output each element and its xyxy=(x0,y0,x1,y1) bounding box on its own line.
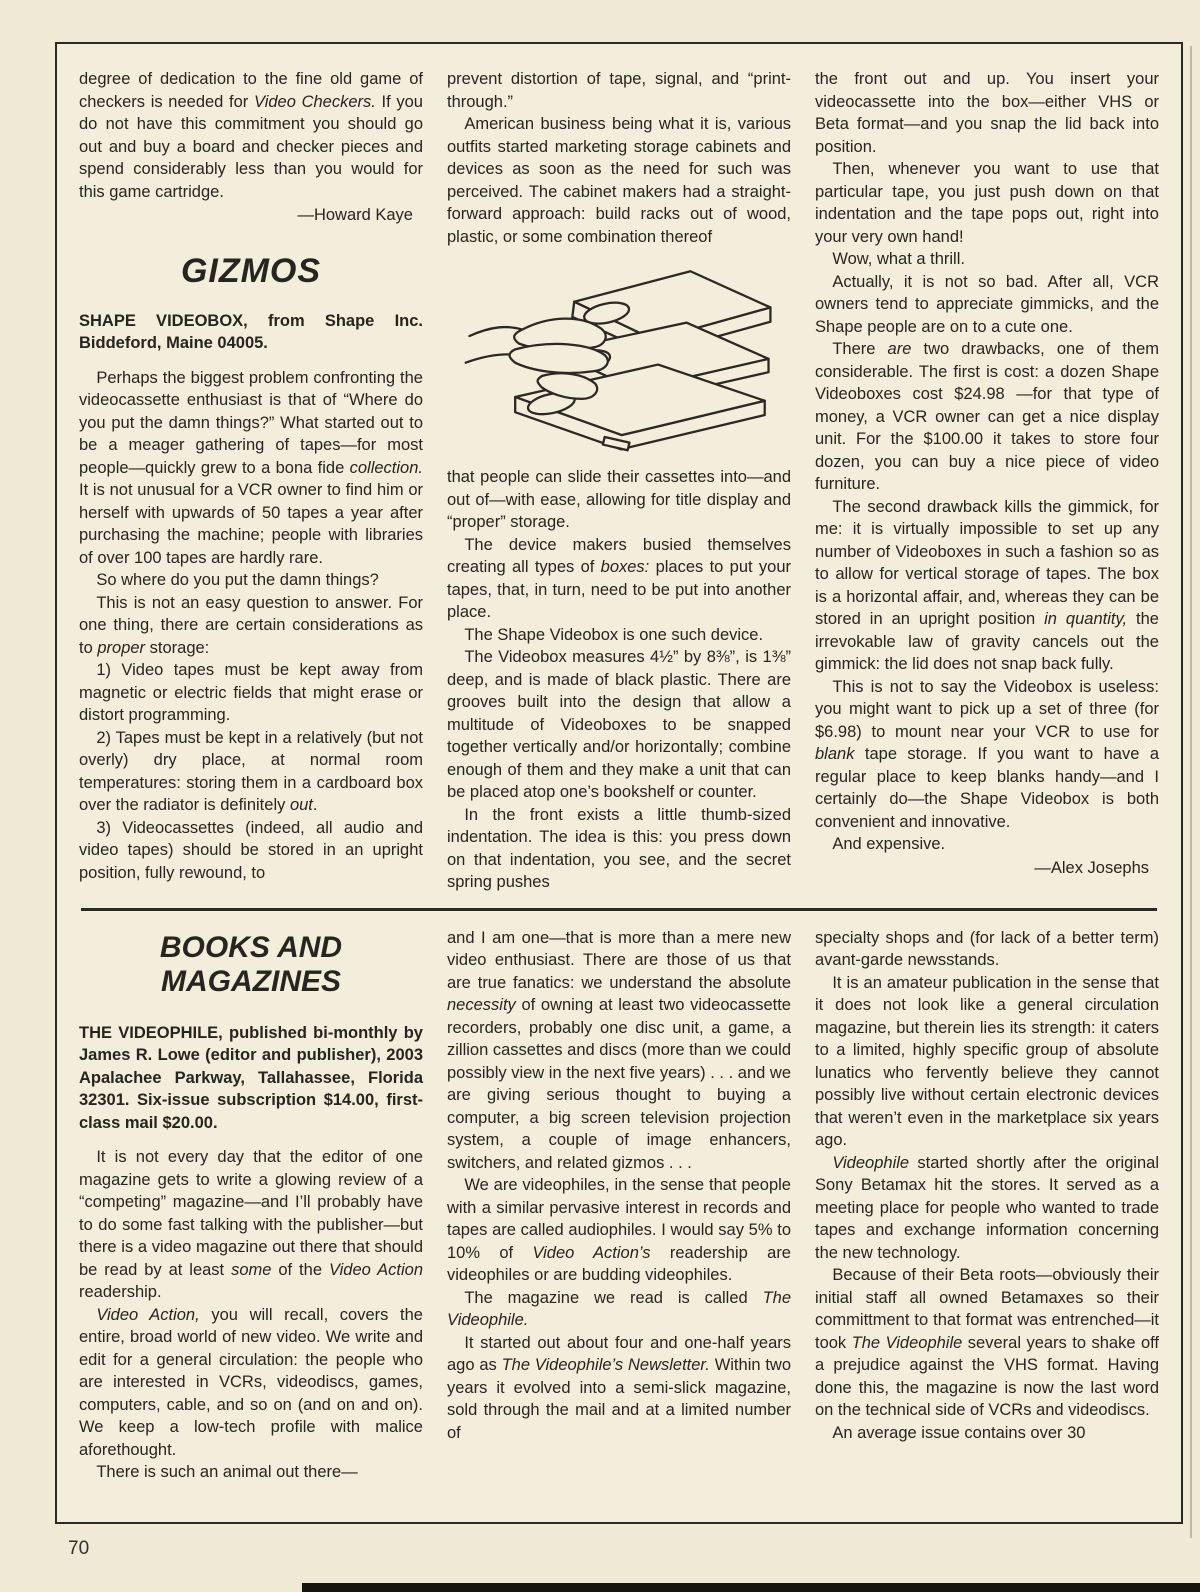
paragraph: The second drawback kills the gimmick, for me: it is virtually impossible to set up any number of Videoboxes in such a fashion so as to allow for vertical storage of tapes. The box is a horizontal affair, and, whereas they can be stored in an upright position in quantity, the irrevokable law of gravity cancels out the gimmick: the lid does not snap back fully. xyxy=(815,497,1159,673)
paragraph: This is not to say the Videobox is useless: you might want to pick up a set of three (for $6.98) to mount near your VCR to use for blank tape storage. If you want to have a regular place to keep blanks handy—and I certainly do—the Shape Videobox is both convenient and innovative. xyxy=(815,677,1159,831)
paragraph: Then, whenever you want to use that particular tape, you just push down on that indentation and the tape pops out, right into your very own hand! xyxy=(815,160,1159,246)
paragraph: It is an amateur publication in the sense that it does not look like a general circulation magazine, but therein lies its strength: it caters to a limited, highly specific group of absolute lunatics who fervently believe they cannot possibly live without certain electronic devices that weren’t even in the marketplace six years ago. xyxy=(815,973,1159,1149)
paragraph: The device makers busied themselves creating all types of boxes: places to put your tapes, that, in turn, need to be put into another place. xyxy=(447,535,792,621)
paragraph: Video Action, you will recall, covers the entire, broad world of new video. We write and edit for a general circulation: the people who are interested in VCRs, videodiscs, games, computers, cable, and so on (and on and on). We keep a low-tech profile with malice aforethought. xyxy=(79,1305,423,1459)
books-column-2 xyxy=(447,927,791,1484)
checkers-paragraph-end: degree of dedication to the fine old game of checkers is needed for Video Checkers. If you do not have this commitment you should go out and buy a board and checker pieces and spend considerably less than you would for this game cartridge. xyxy=(79,70,423,201)
gizmos-column-3 xyxy=(815,68,1159,894)
paragraph: An average issue contains over 30 xyxy=(832,1423,1086,1442)
byline-howard-kaye: —Howard Kaye xyxy=(297,206,413,224)
page-number: 70 xyxy=(68,1538,90,1559)
paragraph: Perhaps the biggest problem confronting the videocassette enthusiast is that of “Where do you put the damn things?” What started out to be a meager gathering of tapes—for most people—quickly grew to a bona fide collection. It is not unusual for a VCR owner to find him or herself with upwards of 50 tapes a year after purchasing the machine; people with libraries of over 100 tapes are hardly rare. xyxy=(79,368,423,567)
gizmos-column-1 xyxy=(79,68,423,894)
gizmos-heading: GIZMOS xyxy=(180,251,322,290)
paragraph: The magazine we read is called The Videophile. xyxy=(447,1288,791,1329)
section-divider xyxy=(81,908,1157,911)
gizmos-column-2-bottom xyxy=(447,466,791,894)
gizmos-section xyxy=(79,68,1159,894)
gizmos-column-2 xyxy=(447,68,791,894)
paragraph: So where do you put the damn things? xyxy=(96,571,379,590)
paper-edge-shadow xyxy=(1190,46,1192,1538)
paragraph: 3) Videocassettes (indeed, all audio and video tapes) should be stored in an upright position, fully rewound, to xyxy=(79,818,423,882)
paragraph: And expensive. xyxy=(832,835,946,853)
paragraph: There are two drawbacks, one of them considerable. The first is cost: a dozen Shape Videoboxes cost $24.98 —for that type of money, a VCR owner can get a nice display unit. For the $100.00 it takes to store four dozen, you can buy a nice piece of video furniture. xyxy=(815,340,1160,493)
paragraph: Videophile started shortly after the original Sony Betamax hit the stores. It served as a meeting place for people who wanted to trade tapes and exchange information concerning the new technology. xyxy=(815,1153,1159,1262)
books-magazines-heading: BOOKS AND MAGAZINES xyxy=(159,930,343,998)
paragraph: American business being what it is, various outfits started marketing storage cabinets and devices as soon as the need for such was perceived. The cabinet makers had a straight-forward approach: build racks out of wood, plastic, or some combination thereof xyxy=(447,115,791,246)
videophile-lede: THE VIDEOPHILE, published bi-monthly by James R. Lowe (editor and publisher), 2003 Apalachee Parkway, Tallahassee, Florida 32301. Six-issue subscription $14.00, first-class mail $20.00. xyxy=(79,1023,423,1132)
paragraph: There is such an animal out there— xyxy=(96,1463,358,1481)
paragraph: We are videophiles, in the sense that people with a similar pervasive interest in records and tapes are called audiophiles. I would say 5% to 10% of Video Action’s readership are videophiles or are budding videophiles. xyxy=(447,1176,791,1284)
paragraph: It is not every day that the editor of one magazine gets to write a glowing review of a “competing” magazine—and I’ll probably have to do some fast talking with the publisher—but there is a video magazine out there that should be read by at least some of the Video Action readership. xyxy=(79,1148,424,1301)
byline-alex-josephs: —Alex Josephs xyxy=(1034,858,1149,877)
paragraph: The Shape Videobox is one such device. xyxy=(464,625,764,644)
shape-videobox-lede: SHAPE VIDEOBOX, from Shape Inc. Biddeford, Maine 04005. xyxy=(79,311,423,353)
paragraph: It started out about four and one-half years ago as The Videophile’s Newsletter. Within two years it evolved into a semi-slick magazine, sold through the mail and at a limited number of xyxy=(447,1333,792,1442)
paragraph: In the front exists a little thumb-sized indentation. The idea is this: you press down on that indentation, you see, and the secret spring pushes xyxy=(447,805,791,891)
scan-edge-strip xyxy=(302,1583,1200,1592)
paragraph: Actually, it is not so bad. After all, VCR owners tend to appreciate gimmicks, and the Shape people are on to a cute one. xyxy=(815,272,1159,336)
paragraph: This is not an easy question to answer. For one thing, there are certain considerations as to proper storage: xyxy=(79,593,423,657)
paragraph: prevent distortion of tape, signal, and “print-through.” xyxy=(447,70,791,111)
paragraph: 1) Video tapes must be kept away from magnetic or electric fields that might erase or distort programming. xyxy=(79,661,423,725)
paragraph: that people can slide their cassettes into—and out of—with ease, allowing for title display and “proper” storage. xyxy=(447,468,791,531)
paragraph: The Videobox measures 4½” by 8⅜”, is 1⅜” deep, and is made of black plastic. There are grooves built into the design that allow a multitude of Videoboxes to be snapped together vertically and/or horizontally; combine enough of them and they make a unit that can be placed atop one’s bookshelf or counter. xyxy=(447,648,791,801)
page-border xyxy=(55,42,1183,1524)
books-column-3 xyxy=(815,927,1159,1484)
paragraph: 2) Tapes must be kept in a relatively (but not overly) dry place, at normal room temperatures: storing them in a cardboard box over the radiator is definitely out. xyxy=(79,728,423,815)
gizmos-column-2-top xyxy=(447,68,791,248)
paragraph: Wow, what a thrill. xyxy=(832,250,965,268)
paragraph: specialty shops and (for lack of a better term) avant-garde newsstands. xyxy=(815,928,1159,969)
paragraph: the front out and up. You insert your videocassette into the box—either VHS or Beta format—and you snap the lid back into position. xyxy=(815,70,1159,156)
paragraph: Because of their Beta roots—obviously their initial staff all owned Betamaxes so their committment to that format was entrenched—it took The Videophile several years to shake off a prejudice against the VHS format. Having done this, the magazine is now the last word on the technical side of VCRs and videodiscs. xyxy=(815,1266,1160,1419)
books-column-1 xyxy=(79,927,423,1484)
paragraph: and I am one—that is more than a mere new video enthusiast. There are those of us that are true fanatics: we understand the absolute necessity of owning at least two videocassette recorders, probably one disc unit, a game, a zillion cassettes and discs (more than we could possibly view in the next five years) . . . and we are giving serious thought to buying a computer, a big screen television projection system, a couple of image enhancers, switchers, and related gizmos . . . xyxy=(447,928,791,1172)
books-and-magazines-section xyxy=(79,927,1159,1484)
videobox-stack-illustration xyxy=(459,256,779,456)
